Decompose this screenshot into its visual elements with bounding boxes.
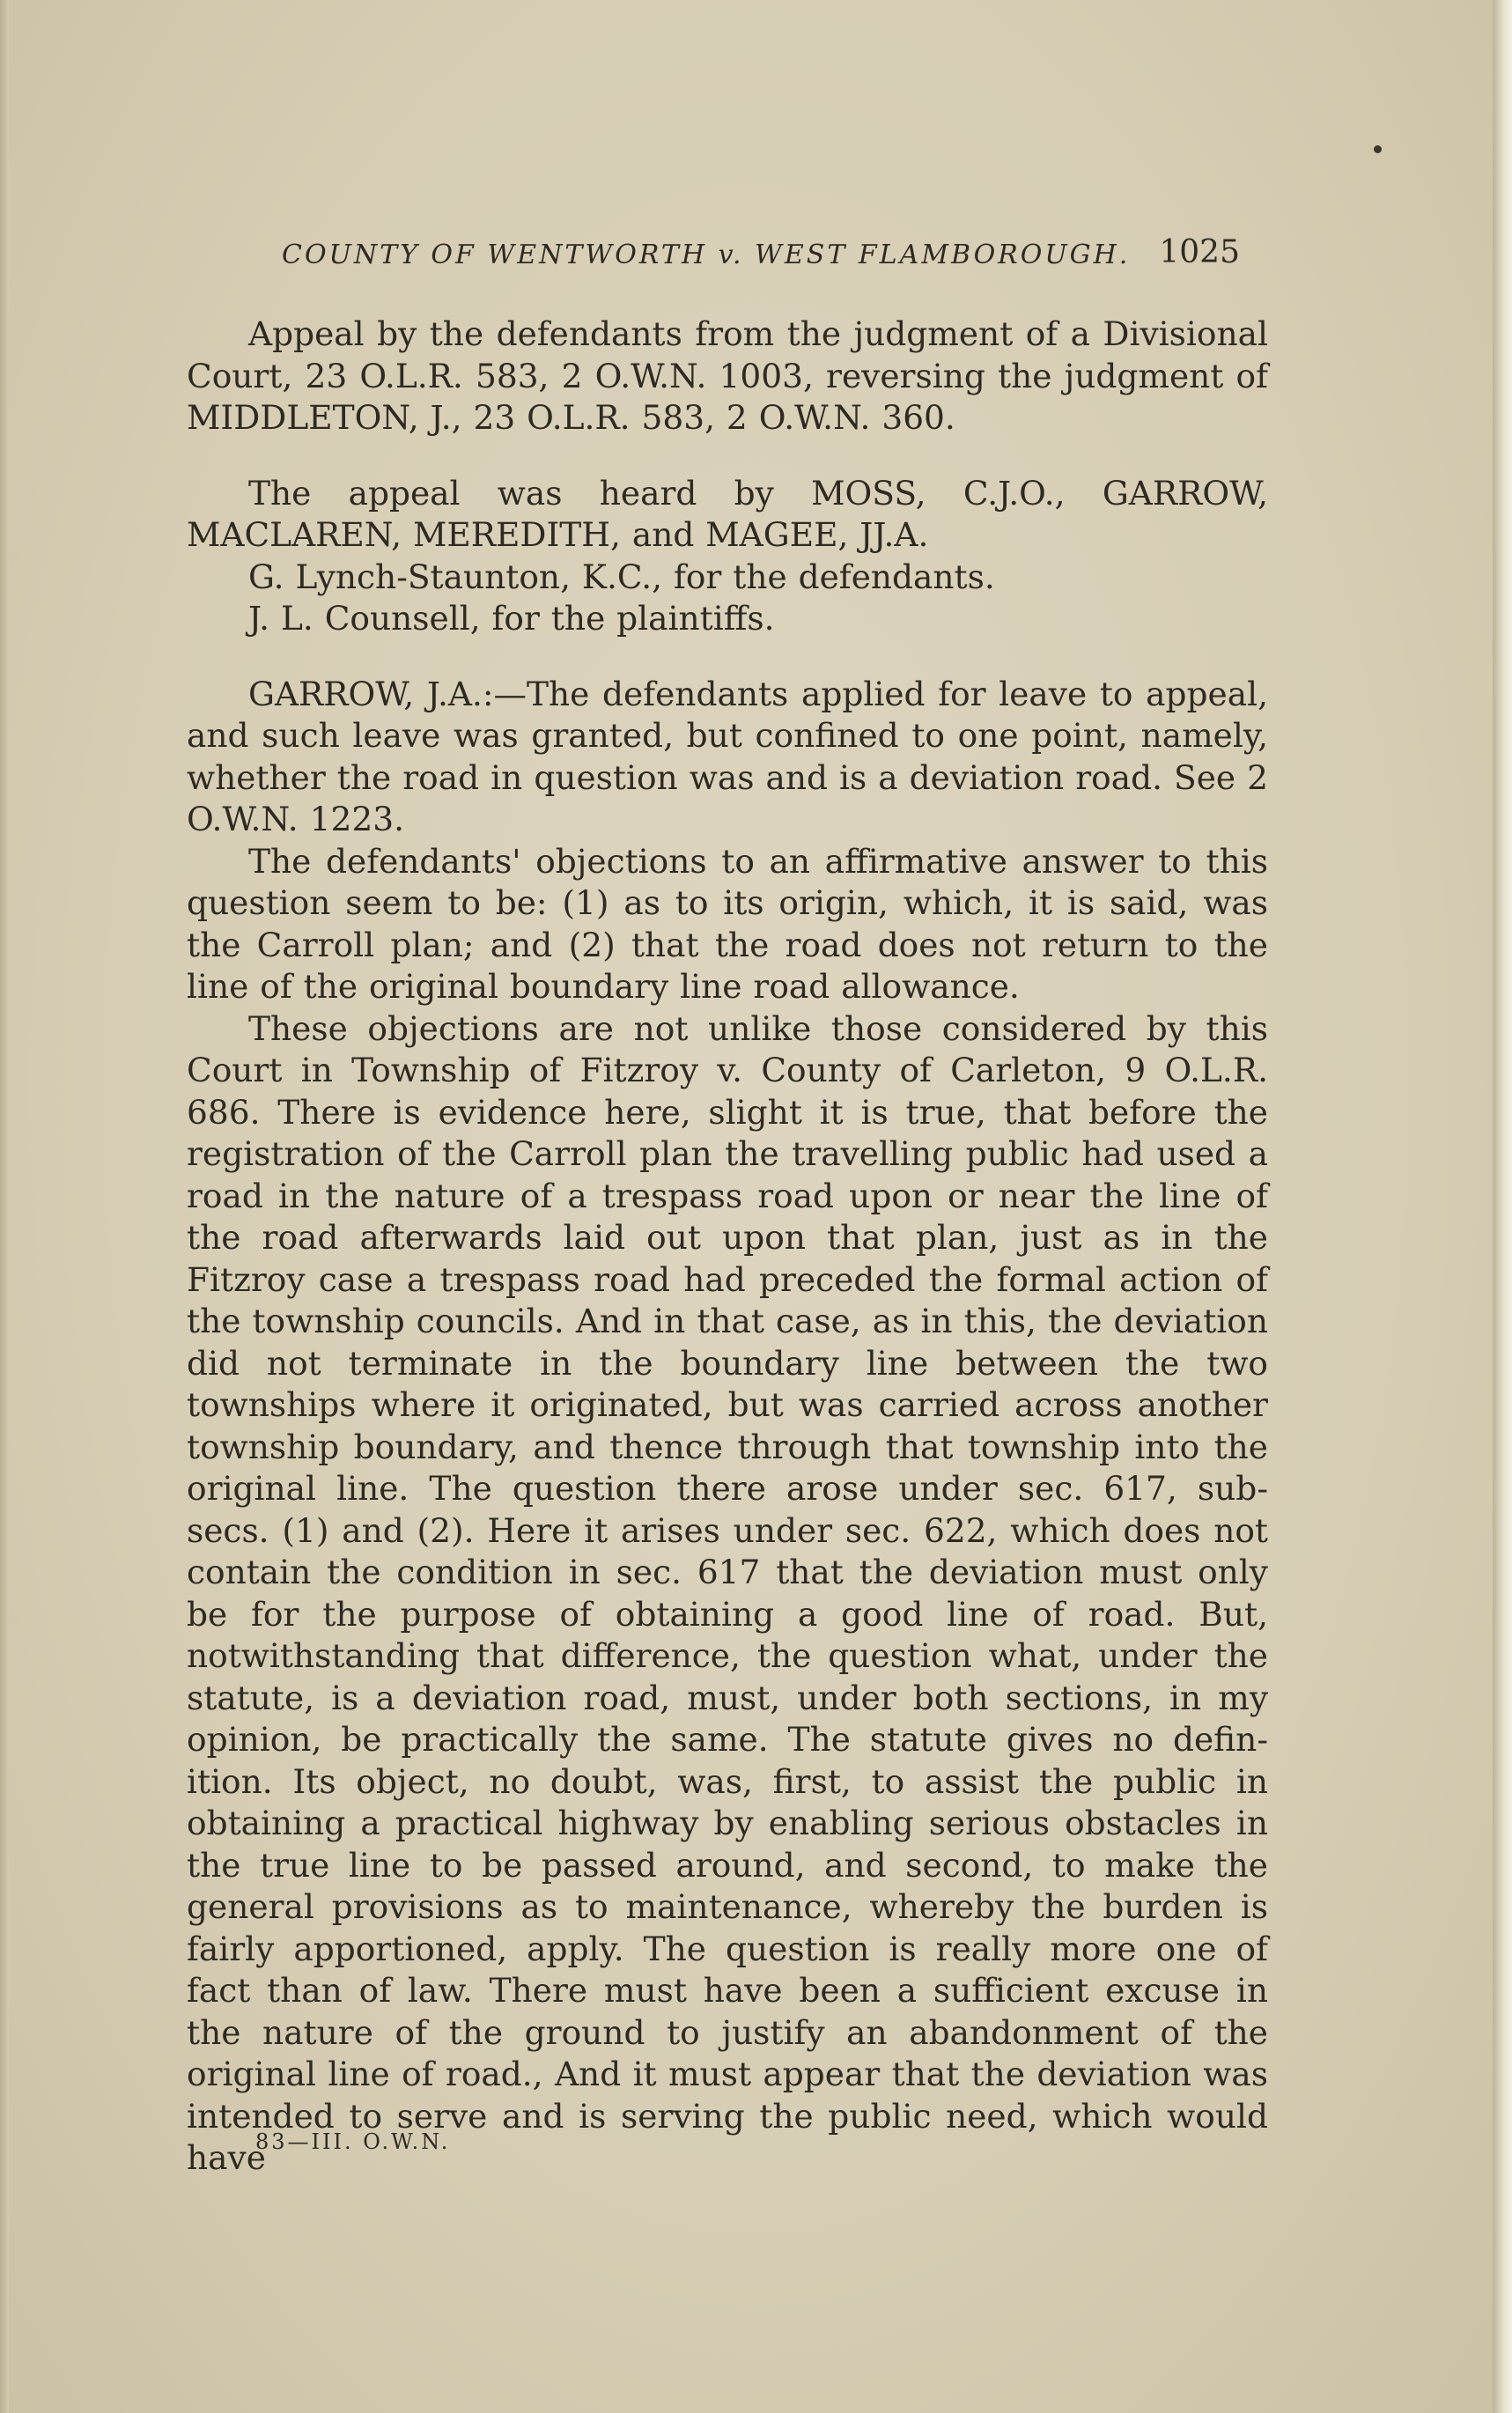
appeal-paragraph: Appeal by the defendants from the judgment of a Divisional Court, 23 O.L.R. 583, 2 O.W.N. 1003, reversing the judgment of MIDDLETON, J., 23 O.L.R. 583, 2 O.W.N. 360.: [187, 314, 1268, 437]
running-head-title: COUNTY OF WENTWORTH v. WEST FLAMBOROUGH.: [282, 240, 1131, 270]
hearing-paragraph: The appeal was heard by MOSS, C.J.O., GARROW, MACLAREN, MEREDITH, and MAGEE, JJ.A.: [187, 473, 1268, 554]
counsel-defendants-line: G. Lynch-Staunton, K.C., for the defendants.: [248, 557, 995, 596]
body-text: [187, 314, 1268, 2180]
page-left-edge: [0, 0, 9, 2413]
judgment-paragraph-3: These objections are not unlike those considered by this Court in Township of Fitzroy v. County of Carleton, 9 O.L.R. 686. There is evidence here, slight it is true, that before the registration of the Carroll plan the travelling public had used a road in the nature of a trespass road upon or near the line of the road afterwards laid out upon that plan, just as in the Fitzroy case a trespass road had preceded the formal action of the township councils. And in that case, as in this, the deviation did not terminate in the boundary line between the two townships where it originated, but was carried across another township boundary, and thence through that township into the original line. The question there arose under sec. 617, sub-secs. (1) and (2). Here it arises under sec. 622, which does not contain the condition in sec. 617 that the deviation must only be for the purpose of obtaining a good line of road. But, notwithstanding that difference, the question what, under the statute, is a deviation road, must, under both sections, in my opinion, be practically the same. The statute gives no definition. Its object, no doubt, was, first, to assist the public in obtaining a practical highway by enabling serious obstacles in the true line to be passed around, and second, to make the general provisions as to maintenance, whereby the burden is fairly apportioned, apply. The question is really more one of fact than of law. There must have been a sufficient excuse in the nature of the ground to justify an abandonment of the original line of road., And it must appear that the deviation was intended to serve and is serving the public need, which would have: [187, 1008, 1268, 2177]
judgment-paragraph-1: GARROW, J.A.:—The defendants applied for leave to appeal, and such leave was granted, but confined to one point, namely, whether the road in question was and is a deviation road. See 2 O.W.N. 1223.: [187, 674, 1268, 838]
counsel-plaintiffs-line: J. L. Counsell, for the plaintiffs.: [248, 599, 775, 638]
page-number: 1025: [1159, 234, 1240, 270]
printer-signature: 83—III. O.W.N.: [255, 2129, 451, 2154]
judgment-paragraph-2: The defendants' objections to an affirmative answer to this question seem to be: (1) as to its origin, which, it is said, was the Carroll plan; and (2) that the road does not return to the line of the original boundary line road allowance.: [187, 841, 1268, 1006]
ink-speck: [1374, 145, 1382, 153]
page-right-edge: [1493, 0, 1512, 2413]
running-head: [282, 234, 1240, 284]
